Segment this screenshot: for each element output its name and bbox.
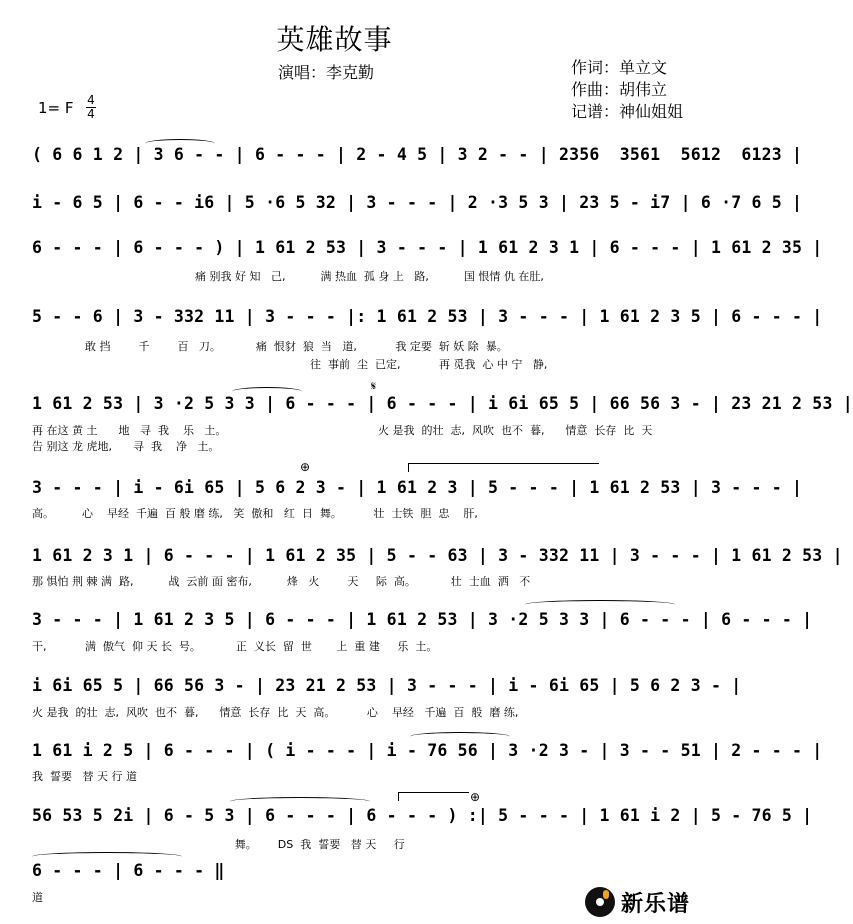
volta-bracket: [408, 463, 599, 472]
segno-icon: 𝄋: [371, 379, 377, 393]
coda-icon: ⊕: [470, 790, 481, 804]
lyric-line: 告 别这 龙 虎地, 寻 我 净 土。: [32, 440, 220, 453]
score-row: 6 - - - | 6 - - - ) | 1 61 2 53 | 3 - - - | 1 61 2 3 1 | 6 - - - | 1 61 2 35 |: [32, 238, 823, 257]
lyric-line: 干, 满 傲气 仰 天 长 号。 正 义长 留 世 上 重 建 乐 土。: [32, 640, 438, 653]
score-row: i - 6 5 | 6 - - i6 | 5 ·6 5 32 | 3 - - - | 2 ·3 5 3 | 23 5 - i7 | 6 ·7 6 5 |: [32, 193, 803, 212]
lyric-line: 那 惧怕 荆 棘 满 路, 战 云前 面 密布, 烽 火 天 际 高。 壮 士血 洒 不: [32, 575, 531, 588]
lyric-line: 道: [32, 891, 43, 904]
composer-credit: 作曲：胡伟立: [571, 80, 668, 99]
logo-text: 新乐谱: [621, 891, 691, 917]
lyric-line: 痛 别我 好 知 己, 满 热血 孤 身 上 路, 国 恨情 仇 在肚,: [195, 270, 544, 283]
key-signature: 1= F: [38, 99, 74, 117]
volta-bracket: [398, 792, 469, 801]
time-signature: [86, 94, 96, 121]
score-row: 5 - - 6 | 3 - 332 11 | 3 - - - |: 1 61 2 53 | 3 - - - | 1 61 2 3 5 | 6 - - - |: [32, 307, 823, 326]
site-logo: [585, 885, 690, 919]
lyricist-credit: 作词：单立文: [571, 58, 668, 77]
score-row: 1 61 i 2 5 | 6 - - - | ( i - - - | i - 76 56 | 3 ·2 3 - | 3 - - 51 | 2 - - - |: [32, 741, 823, 760]
slur-mark: [232, 387, 302, 396]
lyric-line: 火 是我 的壮 志, 风吹 也不 暮, 情意 长存 比 天 高。 心 早经 千遍 百 般 磨 练,: [32, 706, 519, 719]
transcriber-credit: 记谱：神仙姐姐: [571, 102, 684, 121]
score-row: i 6i 65 5 | 66 56 3 - | 23 21 2 53 | 3 - - - | i - 6i 65 | 5 6 2 3 - |: [32, 676, 742, 695]
time-sig-top: 4: [87, 93, 95, 107]
score-row: 3 - - - | 1 61 2 3 5 | 6 - - - | 1 61 2 53 | 3 ·2 5 3 3 | 6 - - - | 6 - - - |: [32, 610, 813, 629]
lyric-line: 我 誓要 替 天 行 道: [32, 770, 137, 783]
score-row: 1 61 2 53 | 3 ·2 5 3 3 | 6 - - - | 6 - - - | i 6i 65 5 | 66 56 3 - | 23 21 2 53 |: [32, 394, 853, 413]
singer-credit: 演唱：李克勤: [278, 63, 375, 82]
slur-mark: [410, 732, 510, 741]
score-row: 56 53 5 2i | 6 - 5 3 | 6 - - - | 6 - - - ) :| 5 - - - | 1 61 i 2 | 5 - 76 5 |: [32, 806, 813, 825]
score-row: 6 - - - | 6 - - - ‖: [32, 861, 225, 880]
music-disc-icon: [585, 887, 615, 917]
slur-mark: [145, 139, 215, 148]
title-text: 英雄故事: [276, 23, 393, 56]
time-sig-bottom: 4: [87, 107, 95, 121]
lyric-line: 敢 挡 千 百 刀。 痛 恨豺 狼 当 道, 我 定要 斩 妖 除 暴。: [85, 340, 508, 353]
lyric-line: 火 是我 的壮 志, 风吹 也不 暮, 情意 长存 比 天: [378, 424, 653, 437]
lyric-line: 往 事前 尘 已定, 再 觅我 心 中 宁 静,: [310, 358, 548, 371]
coda-icon: ⊕: [300, 460, 311, 474]
lyric-line: 再 在这 黄 土 地 寻 我 乐 土。: [32, 424, 227, 437]
page-title: [0, 18, 713, 58]
score-row: ( 6 6 1 2 | 3 6 - - | 6 - - - | 2 - 4 5 | 3 2 - - | 2356 3561 5612 6123 |: [32, 145, 803, 164]
slur-mark: [525, 600, 675, 609]
score-row: 3 - - - | i - 6i 65 | 5 6 2 3 - | 1 61 2 3 | 5 - - - | 1 61 2 53 | 3 - - - |: [32, 478, 803, 497]
lyric-line: 舞。 DS 我 誓要 替 天 行: [32, 838, 405, 851]
slur-mark: [32, 852, 182, 861]
credits-block: [571, 57, 683, 123]
slur-mark: [230, 797, 370, 806]
lyric-line: 高。 心 早经 千遍 百 般 磨 练, 笑 傲和 红 日 舞。 壮 士铁 胆 忠 肝,: [32, 507, 478, 520]
score-row: 1 61 2 3 1 | 6 - - - | 1 61 2 35 | 5 - - 63 | 3 - 332 11 | 3 - - - | 1 61 2 53 |: [32, 546, 843, 565]
